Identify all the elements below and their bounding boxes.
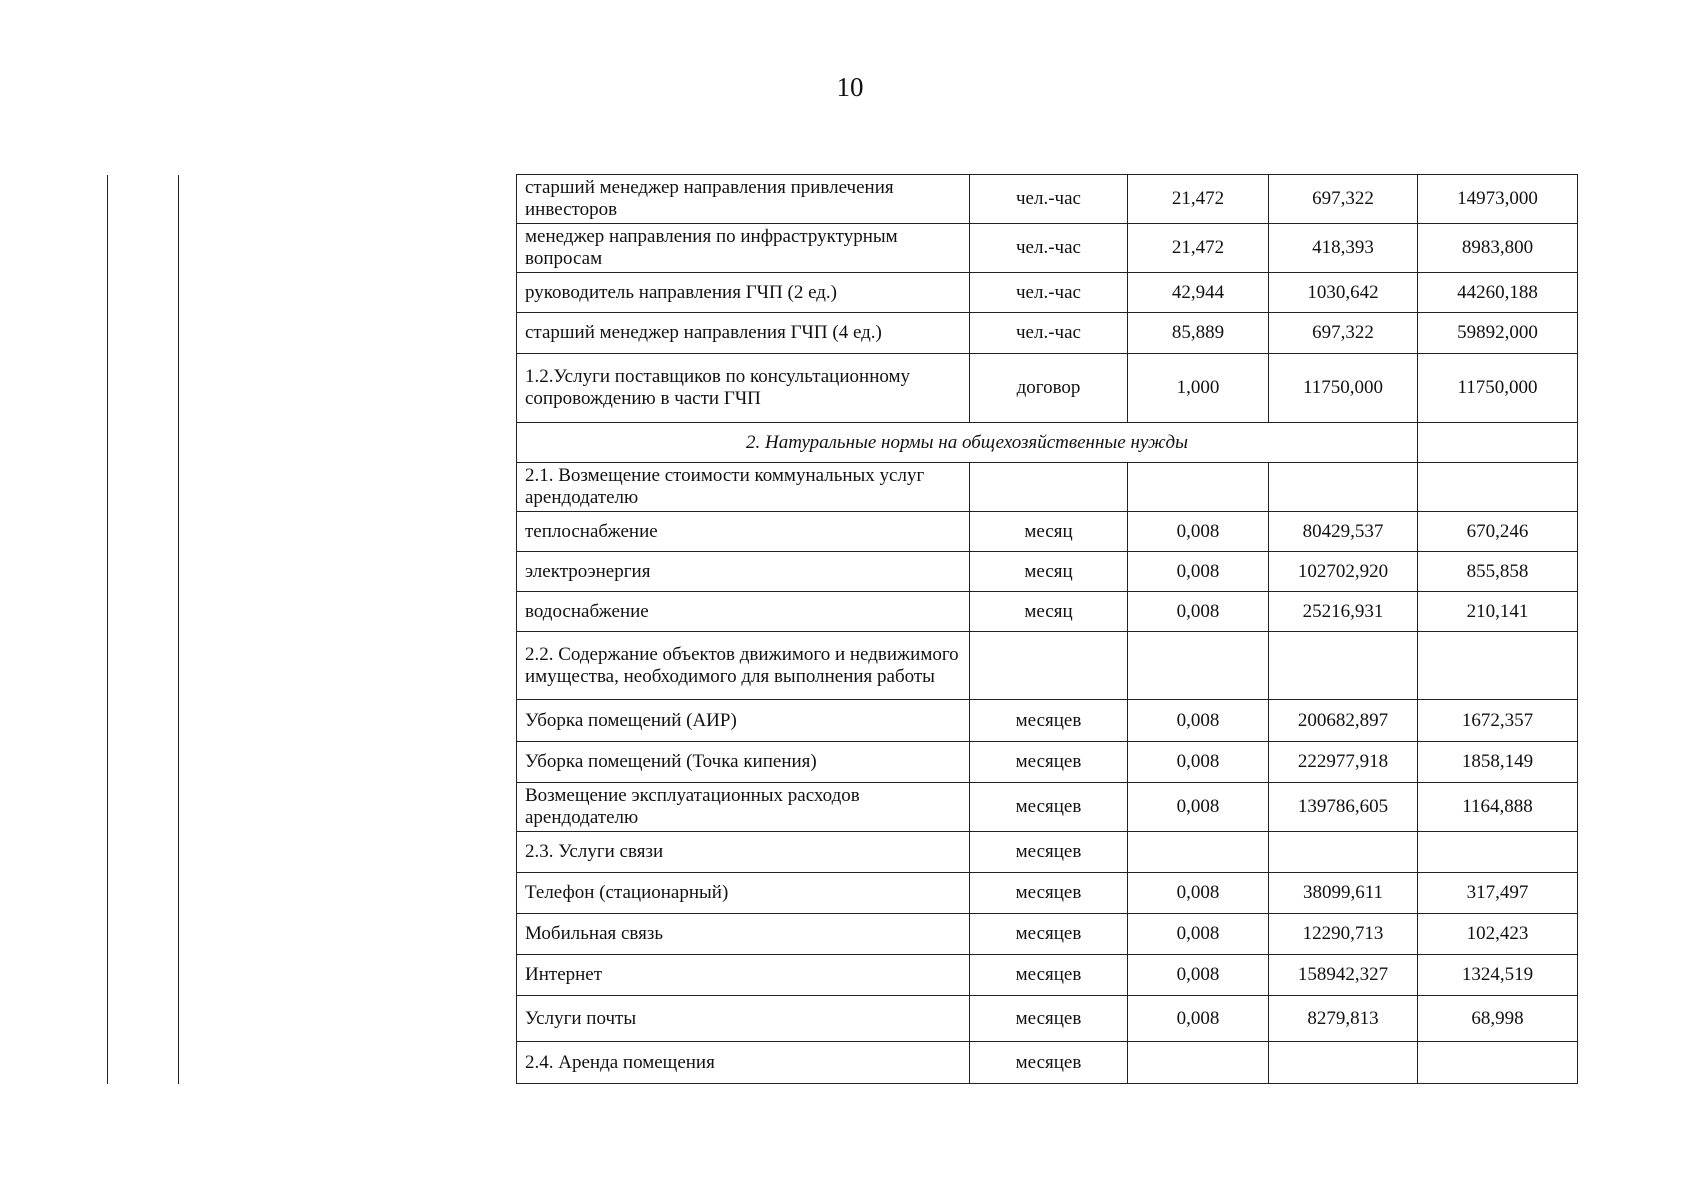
- total-cell: 1164,888: [1418, 783, 1578, 832]
- quantity-cell: [1128, 832, 1269, 873]
- unit-cell: месяц: [970, 552, 1128, 592]
- unit-cell: чел.-час: [970, 273, 1128, 313]
- total-cell: 8983,800: [1418, 224, 1578, 273]
- price-cell: 1030,642: [1269, 273, 1418, 313]
- price-cell: [1269, 632, 1418, 700]
- price-cell: 102702,920: [1269, 552, 1418, 592]
- total-cell: 68,998: [1418, 996, 1578, 1042]
- item-name-cell: Уборка помещений (АИР): [517, 700, 970, 742]
- quantity-cell: 21,472: [1128, 175, 1269, 224]
- total-cell: 1858,149: [1418, 742, 1578, 783]
- quantity-cell: [1128, 1042, 1269, 1084]
- item-name-cell: руководитель направления ГЧП (2 ед.): [517, 273, 970, 313]
- total-cell: 11750,000: [1418, 354, 1578, 423]
- quantity-cell: 85,889: [1128, 313, 1269, 354]
- item-name-cell: 2.3. Услуги связи: [517, 832, 970, 873]
- item-name-cell: 1.2.Услуги поставщиков по консультационному сопровождению в части ГЧП: [517, 354, 970, 423]
- price-cell: 697,322: [1269, 175, 1418, 224]
- item-name-cell: менеджер направления по инфраструктурным вопросам: [517, 224, 970, 273]
- price-cell: 38099,611: [1269, 873, 1418, 914]
- unit-cell: месяцев: [970, 783, 1128, 832]
- unit-cell: месяц: [970, 592, 1128, 632]
- unit-cell: месяцев: [970, 914, 1128, 955]
- total-cell: 102,423: [1418, 914, 1578, 955]
- total-cell: 44260,188: [1418, 273, 1578, 313]
- total-cell: 14973,000: [1418, 175, 1578, 224]
- unit-cell: месяцев: [970, 1042, 1128, 1084]
- price-cell: 200682,897: [1269, 700, 1418, 742]
- item-name-cell: Возмещение эксплуатационных расходов арендодателю: [517, 783, 970, 832]
- price-cell: 158942,327: [1269, 955, 1418, 996]
- quantity-cell: 0,008: [1128, 592, 1269, 632]
- item-name-cell: Уборка помещений (Точка кипения): [517, 742, 970, 783]
- unit-cell: чел.-час: [970, 224, 1128, 273]
- unit-cell: договор: [970, 354, 1128, 423]
- item-name-cell: 2.4. Аренда помещения: [517, 1042, 970, 1084]
- total-cell: 1324,519: [1418, 955, 1578, 996]
- total-cell: 1672,357: [1418, 700, 1578, 742]
- item-name-cell: старший менеджер направления привлечения инвесторов: [517, 175, 970, 224]
- unit-cell: месяцев: [970, 832, 1128, 873]
- unit-cell: месяц: [970, 512, 1128, 552]
- item-name-cell: старший менеджер направления ГЧП (4 ед.): [517, 313, 970, 354]
- quantity-cell: 0,008: [1128, 552, 1269, 592]
- total-cell: [1418, 632, 1578, 700]
- total-cell: [1418, 423, 1578, 463]
- price-cell: 80429,537: [1269, 512, 1418, 552]
- quantity-cell: 42,944: [1128, 273, 1269, 313]
- item-name-cell: 2.2. Содержание объектов движимого и недвижимого имущества, необходимого для выполнения работы: [517, 632, 970, 700]
- quantity-cell: 0,008: [1128, 955, 1269, 996]
- item-name-cell: электроэнергия: [517, 552, 970, 592]
- price-cell: [1269, 832, 1418, 873]
- norms-table: [107, 174, 1578, 1084]
- price-cell: 11750,000: [1269, 354, 1418, 423]
- price-cell: 222977,918: [1269, 742, 1418, 783]
- price-cell: 25216,931: [1269, 592, 1418, 632]
- item-name-cell: теплоснабжение: [517, 512, 970, 552]
- item-name-cell: Интернет: [517, 955, 970, 996]
- left-blank-column-1: [108, 175, 179, 1084]
- price-cell: 12290,713: [1269, 914, 1418, 955]
- quantity-cell: 0,008: [1128, 914, 1269, 955]
- item-name-cell: 2.1. Возмещение стоимости коммунальных услуг арендодателю: [517, 463, 970, 512]
- quantity-cell: [1128, 463, 1269, 512]
- item-name-cell: Услуги почты: [517, 996, 970, 1042]
- quantity-cell: 21,472: [1128, 224, 1269, 273]
- unit-cell: [970, 463, 1128, 512]
- quantity-cell: 1,000: [1128, 354, 1269, 423]
- unit-cell: [970, 632, 1128, 700]
- price-cell: 697,322: [1269, 313, 1418, 354]
- price-cell: 418,393: [1269, 224, 1418, 273]
- total-cell: [1418, 832, 1578, 873]
- total-cell: 670,246: [1418, 512, 1578, 552]
- quantity-cell: 0,008: [1128, 873, 1269, 914]
- table-row: [108, 175, 1578, 224]
- unit-cell: чел.-час: [970, 175, 1128, 224]
- total-cell: 210,141: [1418, 592, 1578, 632]
- table-body: [108, 175, 1578, 1084]
- left-blank-column-2: [179, 175, 517, 1084]
- quantity-cell: 0,008: [1128, 700, 1269, 742]
- item-name-cell: водоснабжение: [517, 592, 970, 632]
- quantity-cell: 0,008: [1128, 742, 1269, 783]
- total-cell: 317,497: [1418, 873, 1578, 914]
- page-number: 10: [836, 72, 864, 102]
- total-cell: [1418, 463, 1578, 512]
- price-cell: 139786,605: [1269, 783, 1418, 832]
- item-name-cell: Мобильная связь: [517, 914, 970, 955]
- unit-cell: месяцев: [970, 700, 1128, 742]
- quantity-cell: 0,008: [1128, 783, 1269, 832]
- total-cell: 59892,000: [1418, 313, 1578, 354]
- section-title: 2. Натуральные нормы на общехозяйственные нужды: [517, 423, 1418, 463]
- item-name-cell: Телефон (стационарный): [517, 873, 970, 914]
- total-cell: 855,858: [1418, 552, 1578, 592]
- price-cell: [1269, 463, 1418, 512]
- unit-cell: месяцев: [970, 996, 1128, 1042]
- quantity-cell: 0,008: [1128, 512, 1269, 552]
- unit-cell: чел.-час: [970, 313, 1128, 354]
- unit-cell: месяцев: [970, 742, 1128, 783]
- total-cell: [1418, 1042, 1578, 1084]
- unit-cell: месяцев: [970, 873, 1128, 914]
- price-cell: 8279,813: [1269, 996, 1418, 1042]
- price-cell: [1269, 1042, 1418, 1084]
- quantity-cell: [1128, 632, 1269, 700]
- quantity-cell: 0,008: [1128, 996, 1269, 1042]
- unit-cell: месяцев: [970, 955, 1128, 996]
